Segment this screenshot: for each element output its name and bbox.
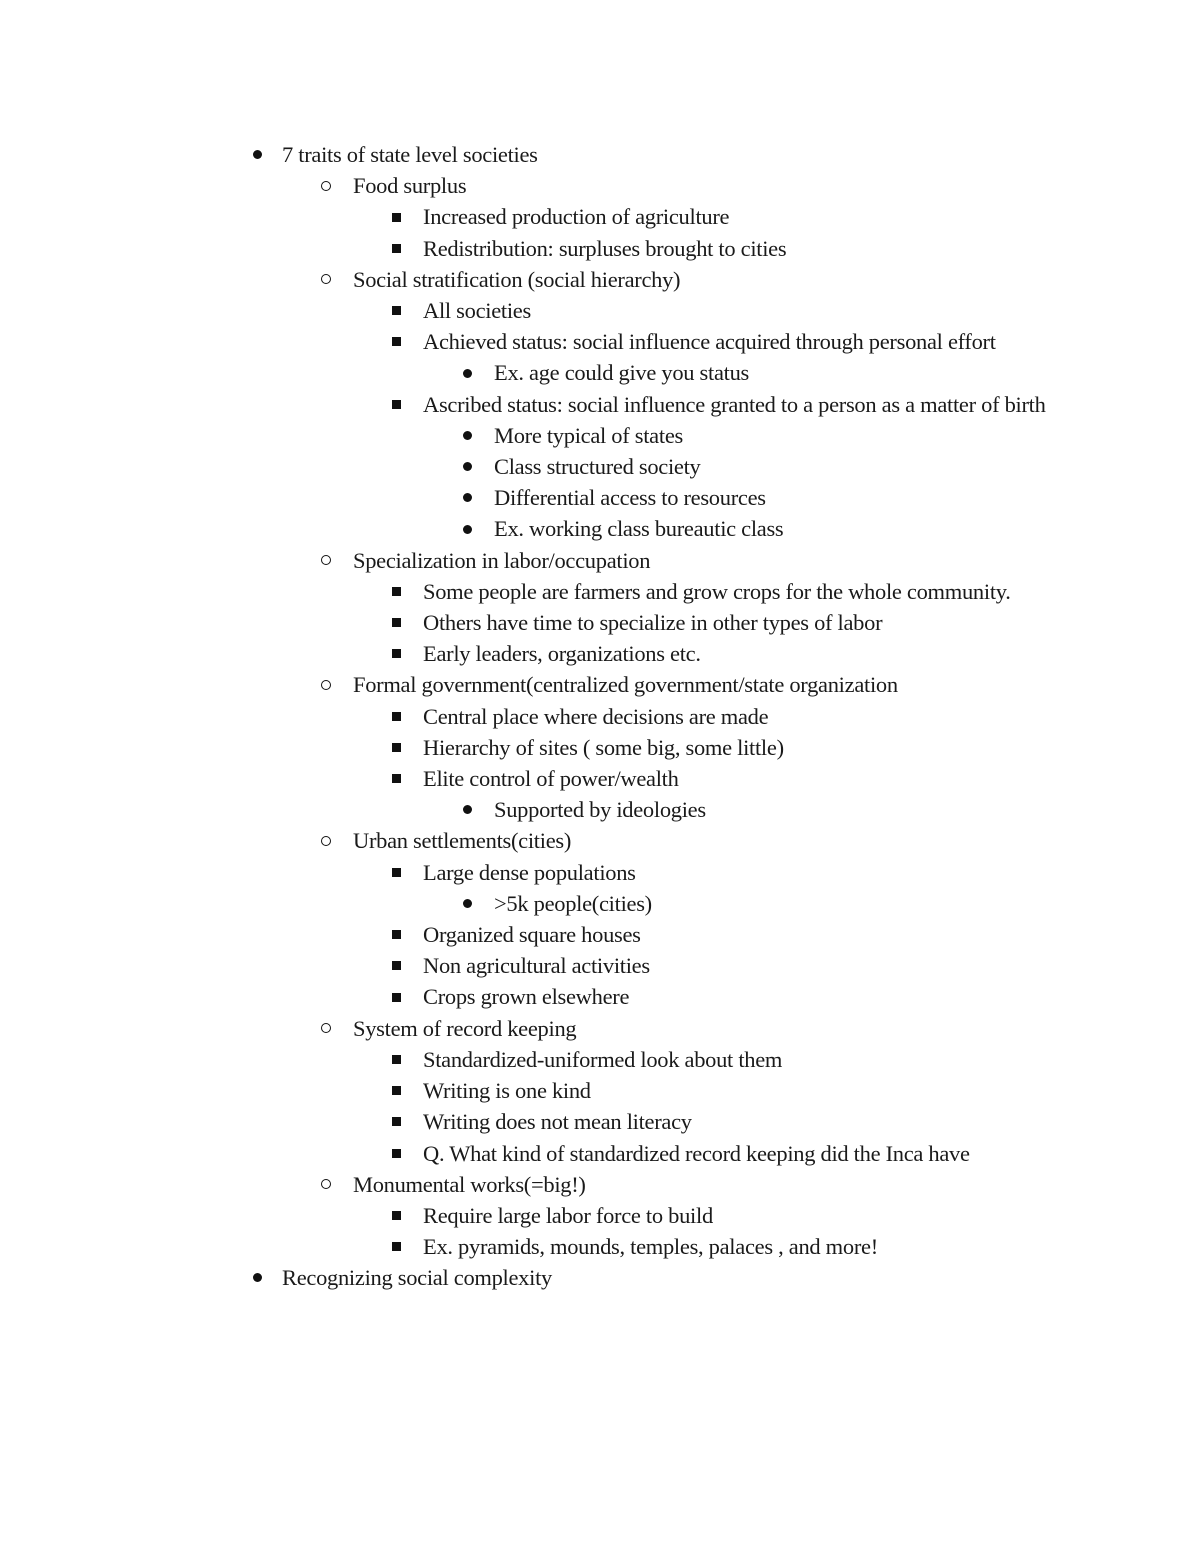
outline-item-text: Some people are farmers and grow crops for the whole community. [423,578,1011,604]
filled-square-bullet-icon [389,763,403,794]
outline-item-text: Elite control of power/wealth [423,766,679,792]
outline-item-level-3 [248,201,1068,232]
hollow-circle-bullet-icon [319,1169,333,1200]
outline-item-text: Differential access to resources [494,485,766,511]
hollow-circle-bullet-icon [319,545,333,576]
filled-square-bullet-icon [389,919,403,950]
outline-item-level-1 [248,1262,1068,1293]
outline-item-text: >5k people(cities) [494,890,652,916]
outline-item-text: Ex. age could give you status [494,360,749,386]
filled-square-bullet-icon [389,950,403,981]
filled-circle-bullet-icon [460,482,474,513]
outline-item-level-3 [248,326,1068,357]
outline-item-text: Writing is one kind [423,1078,591,1104]
outline-item-level-3 [248,607,1068,638]
filled-circle-bullet-icon [460,794,474,825]
outline-item-text: Monumental works(=big!) [353,1171,586,1197]
outline-item-text: Non agricultural activities [423,953,650,979]
filled-square-bullet-icon [389,233,403,264]
hollow-circle-bullet-icon [319,669,333,700]
outline-item-level-3 [248,295,1068,326]
outline-item-level-2 [248,170,1068,201]
filled-circle-bullet-icon [460,513,474,544]
outline-item-level-2 [248,264,1068,295]
outline-item-level-3 [248,919,1068,950]
outline-item-level-4 [248,513,1068,544]
filled-square-bullet-icon [389,732,403,763]
outline-item-level-2 [248,1169,1068,1200]
outline-item-level-4 [248,482,1068,513]
outline-item-text: Ex. working class bureautic class [494,516,784,542]
hollow-circle-bullet-icon [319,170,333,201]
outline-item-level-3 [248,763,1068,794]
outline-item-level-4 [248,794,1068,825]
filled-circle-bullet-icon [460,357,474,388]
filled-square-bullet-icon [389,295,403,326]
outline-item-text: Ex. pyramids, mounds, temples, palaces , and more! [423,1234,878,1260]
outline-item-level-2 [248,825,1068,856]
outline-item-text: Early leaders, organizations etc. [423,641,701,667]
filled-square-bullet-icon [389,201,403,232]
outline-item-level-2 [248,1013,1068,1044]
filled-square-bullet-icon [389,576,403,607]
outline-item-text: Achieved status: social influence acquired through personal effort [423,329,996,355]
outline-item-text: Ascribed status: social influence granted to a person as a matter of birth [423,391,1046,417]
hollow-circle-bullet-icon [319,264,333,295]
outline-item-text: Food surplus [353,173,467,199]
outline-item-level-3 [248,857,1068,888]
filled-square-bullet-icon [389,638,403,669]
outline-item-text: Hierarchy of sites ( some big, some little) [423,734,784,760]
outline-item-text: Crops grown elsewhere [423,984,630,1010]
outline-item-level-1 [248,139,1068,170]
outline-item-text: Formal government(centralized government/state organization [353,672,898,698]
outline-item-text: Class structured society [494,454,701,480]
outline-item-text: Require large labor force to build [423,1202,713,1228]
outline-item-level-3 [248,389,1068,420]
outline-item-text: Recognizing social complexity [282,1265,552,1291]
outline-item-text: Standardized-uniformed look about them [423,1046,783,1072]
outline-item-level-3 [248,701,1068,732]
outline-item-level-3 [248,1200,1068,1231]
filled-circle-bullet-icon [460,420,474,451]
outline-item-text: Organized square houses [423,922,641,948]
filled-square-bullet-icon [389,1044,403,1075]
filled-square-bullet-icon [389,1106,403,1137]
outline-item-text: Increased production of agriculture [423,204,730,230]
outline-item-level-3 [248,1044,1068,1075]
outline-item-level-3 [248,1231,1068,1262]
bullet-outline [248,139,1068,1294]
filled-square-bullet-icon [389,701,403,732]
filled-square-bullet-icon [389,981,403,1012]
filled-square-bullet-icon [389,1138,403,1169]
filled-square-bullet-icon [389,326,403,357]
outline-item-text: Specialization in labor/occupation [353,547,651,573]
outline-item-level-4 [248,357,1068,388]
outline-item-level-3 [248,1106,1068,1137]
outline-item-level-3 [248,981,1068,1012]
outline-item-text: All societies [423,298,531,324]
outline-item-text: Social stratification (social hierarchy) [353,266,681,292]
outline-item-level-4 [248,888,1068,919]
outline-item-level-4 [248,451,1068,482]
filled-circle-bullet-icon [460,888,474,919]
outline-item-level-3 [248,732,1068,763]
outline-item-text: Central place where decisions are made [423,703,769,729]
filled-circle-bullet-icon [250,139,264,170]
outline-item-level-2 [248,545,1068,576]
filled-square-bullet-icon [389,389,403,420]
outline-item-text: Q. What kind of standardized record keeping did the Inca have [423,1140,970,1166]
outline-item-text: Urban settlements(cities) [353,828,572,854]
filled-square-bullet-icon [389,1075,403,1106]
outline-item-level-3 [248,1075,1068,1106]
outline-item-text: Supported by ideologies [494,797,706,823]
outline-item-level-3 [248,576,1068,607]
outline-item-text: Large dense populations [423,859,636,885]
hollow-circle-bullet-icon [319,1013,333,1044]
filled-square-bullet-icon [389,1231,403,1262]
outline-item-text: 7 traits of state level societies [282,142,538,167]
outline-item-level-3 [248,1138,1068,1169]
outline-item-text: Others have time to specialize in other types of labor [423,610,883,636]
outline-item-text: More typical of states [494,422,683,448]
outline-item-level-3 [248,233,1068,264]
filled-square-bullet-icon [389,857,403,888]
outline-item-level-3 [248,638,1068,669]
outline-item-level-4 [248,420,1068,451]
filled-circle-bullet-icon [250,1262,264,1293]
outline-item-level-2 [248,669,1068,700]
filled-square-bullet-icon [389,607,403,638]
outline-item-level-3 [248,950,1068,981]
filled-square-bullet-icon [389,1200,403,1231]
outline-item-text: Writing does not mean literacy [423,1109,692,1135]
outline-item-text: Redistribution: surpluses brought to cities [423,235,787,261]
filled-circle-bullet-icon [460,451,474,482]
outline-item-text: System of record keeping [353,1015,577,1041]
hollow-circle-bullet-icon [319,825,333,856]
